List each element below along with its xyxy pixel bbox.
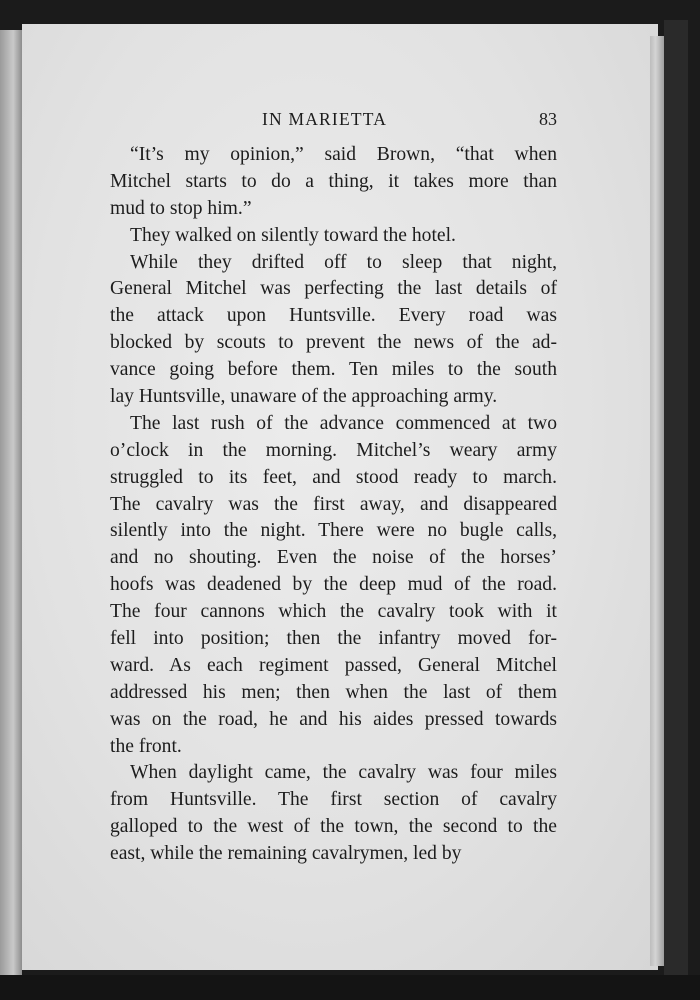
text-line: General Mitchel was perfecting the last details of bbox=[110, 278, 557, 300]
page-header bbox=[22, 109, 658, 139]
page-stack-edge bbox=[650, 36, 664, 966]
running-head: IN MARIETTA bbox=[262, 109, 388, 129]
text-line: the attack upon Huntsville. Every road was bbox=[110, 305, 557, 327]
text-line: ward. As each regiment passed, General Mitchel bbox=[110, 654, 557, 676]
text-line: galloped to the west of the town, the second to the bbox=[110, 816, 557, 838]
text-line: the front. bbox=[110, 735, 182, 757]
body-text bbox=[110, 142, 557, 868]
text-line: addressed his men; then when the last of them bbox=[110, 681, 557, 703]
paragraph bbox=[110, 142, 557, 223]
text-line: While they drifted off to sleep that night, bbox=[130, 251, 557, 273]
text-line: The last rush of the advance commenced at two bbox=[130, 412, 557, 434]
background-strip bbox=[0, 975, 700, 1000]
text-line: Mitchel starts to do a thing, it takes more than bbox=[110, 170, 557, 192]
book-cover-edge bbox=[664, 20, 688, 980]
text-line: silently into the night. There were no bugle calls, bbox=[110, 520, 557, 542]
paragraph bbox=[110, 223, 557, 250]
text-line: vance going before them. Ten miles to the south bbox=[110, 359, 557, 381]
text-line: hoofs was deadened by the deep mud of the road. bbox=[110, 574, 557, 596]
page-number: 83 bbox=[539, 109, 557, 129]
text-line: fell into position; then the infantry moved for- bbox=[110, 628, 557, 650]
text-line: “It’s my opinion,” said Brown, “that when bbox=[130, 144, 557, 165]
text-line: and no shouting. Even the noise of the horses’ bbox=[110, 547, 557, 569]
text-line: mud to stop him.” bbox=[110, 197, 252, 219]
text-line: The cavalry was the first away, and disappeared bbox=[110, 493, 557, 515]
text-line: o’clock in the morning. Mitchel’s weary army bbox=[110, 439, 557, 461]
text-line: When daylight came, the cavalry was four miles bbox=[130, 762, 557, 784]
paragraph bbox=[110, 411, 557, 761]
text-line: lay Huntsville, unaware of the approaching army. bbox=[110, 386, 498, 408]
text-line: from Huntsville. The first section of cavalry bbox=[110, 789, 557, 811]
paragraph bbox=[110, 760, 557, 868]
book-page bbox=[22, 24, 658, 970]
paragraph bbox=[110, 250, 557, 411]
previous-page-edge bbox=[0, 30, 22, 975]
text-line: They walked on silently toward the hotel. bbox=[130, 224, 456, 246]
text-line: blocked by scouts to prevent the news of the ad- bbox=[110, 332, 557, 354]
text-line: The four cannons which the cavalry took with it bbox=[110, 601, 557, 623]
text-line: east, while the remaining cavalrymen, led by bbox=[110, 843, 462, 865]
text-line: struggled to its feet, and stood ready to march. bbox=[110, 466, 557, 488]
text-line: was on the road, he and his aides pressed towards bbox=[110, 708, 557, 730]
